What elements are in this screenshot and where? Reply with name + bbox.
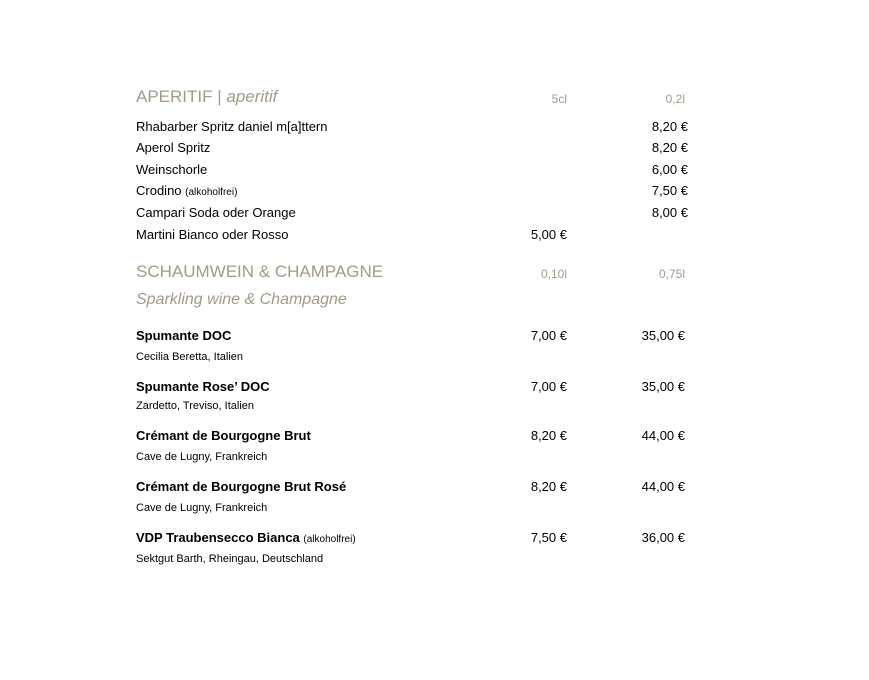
sparkling-item — [136, 530, 356, 548]
aperitif-item-price-large: 8,00 € — [651, 205, 688, 220]
sparkling-item-name: Spumante Rose’ DOC — [136, 379, 270, 394]
sparkling-item-origin: Cave de Lugny, Frankreich — [136, 451, 268, 463]
sparkling-item-price-bottle: 35,00 € — [641, 379, 685, 394]
sparkling-item-origin: Cave de Lugny, Frankreich — [136, 502, 268, 514]
sparkling-item-price-glass: 8,20 € — [530, 479, 567, 494]
aperitif-col1-header: 5cl — [551, 92, 567, 106]
aperitif-item-name: Campari Soda oder Orange — [136, 205, 296, 220]
sparkling-item-name: VDP Traubensecco Bianca — [136, 530, 300, 545]
aperitif-item — [136, 183, 237, 201]
sparkling-item-price-glass: 8,20 € — [530, 428, 567, 443]
sparkling-item-price-bottle: 44,00 € — [641, 428, 685, 443]
aperitif-item-price-large: 8,20 € — [651, 140, 688, 155]
sparkling-item-note: (alkoholfrei) — [303, 534, 356, 545]
sparkling-item-origin: Zardetto, Treviso, Italien — [136, 400, 254, 412]
sparkling-col2-header: 0,75l — [658, 267, 685, 281]
aperitif-item-price-large: 6,00 € — [651, 162, 688, 177]
aperitif-title-italic: aperitif — [226, 87, 278, 106]
aperitif-item-price-large: 8,20 € — [651, 119, 688, 134]
sparkling-item-price-bottle: 35,00 € — [641, 328, 685, 343]
sparkling-col1-header: 0,10l — [540, 267, 567, 281]
aperitif-item-price-small: 5,00 € — [530, 227, 567, 242]
sparkling-item-origin: Cecilia Beretta, Italien — [136, 351, 243, 363]
aperitif-item-name: Martini Bianco oder Rosso — [136, 227, 289, 242]
sparkling-item-price-bottle: 44,00 € — [641, 479, 685, 494]
aperitif-title: APERITIF | — [136, 87, 227, 106]
sparkling-subtitle: Sparkling wine & Champagne — [136, 291, 347, 308]
sparkling-item-name: Crémant de Bourgogne Brut Rosé — [136, 479, 347, 494]
sparkling-item-price-glass: 7,50 € — [530, 530, 567, 545]
aperitif-item-name: Weinschorle — [136, 162, 208, 177]
sparkling-item-price-glass: 7,00 € — [530, 328, 567, 343]
sparkling-heading: SCHAUMWEIN & CHAMPAGNE — [136, 262, 384, 281]
sparkling-item-origin: Sektgut Barth, Rheingau, Deutschland — [136, 553, 324, 565]
aperitif-item-name: Crodino — [136, 183, 182, 198]
aperitif-item-note: (alkoholfrei) — [185, 187, 238, 198]
sparkling-item-price-bottle: 36,00 € — [641, 530, 685, 545]
sparkling-item-name: Spumante DOC — [136, 328, 232, 343]
aperitif-item-price-large: 7,50 € — [651, 183, 688, 198]
aperitif-item-name: Aperol Spritz — [136, 140, 211, 155]
aperitif-heading — [136, 87, 277, 107]
sparkling-item-price-glass: 7,00 € — [530, 379, 567, 394]
aperitif-item-name: Rhabarber Spritz daniel m[a]ttern — [136, 119, 328, 134]
aperitif-col2-header: 0,2l — [665, 92, 685, 106]
sparkling-item-name: Crémant de Bourgogne Brut — [136, 428, 311, 443]
